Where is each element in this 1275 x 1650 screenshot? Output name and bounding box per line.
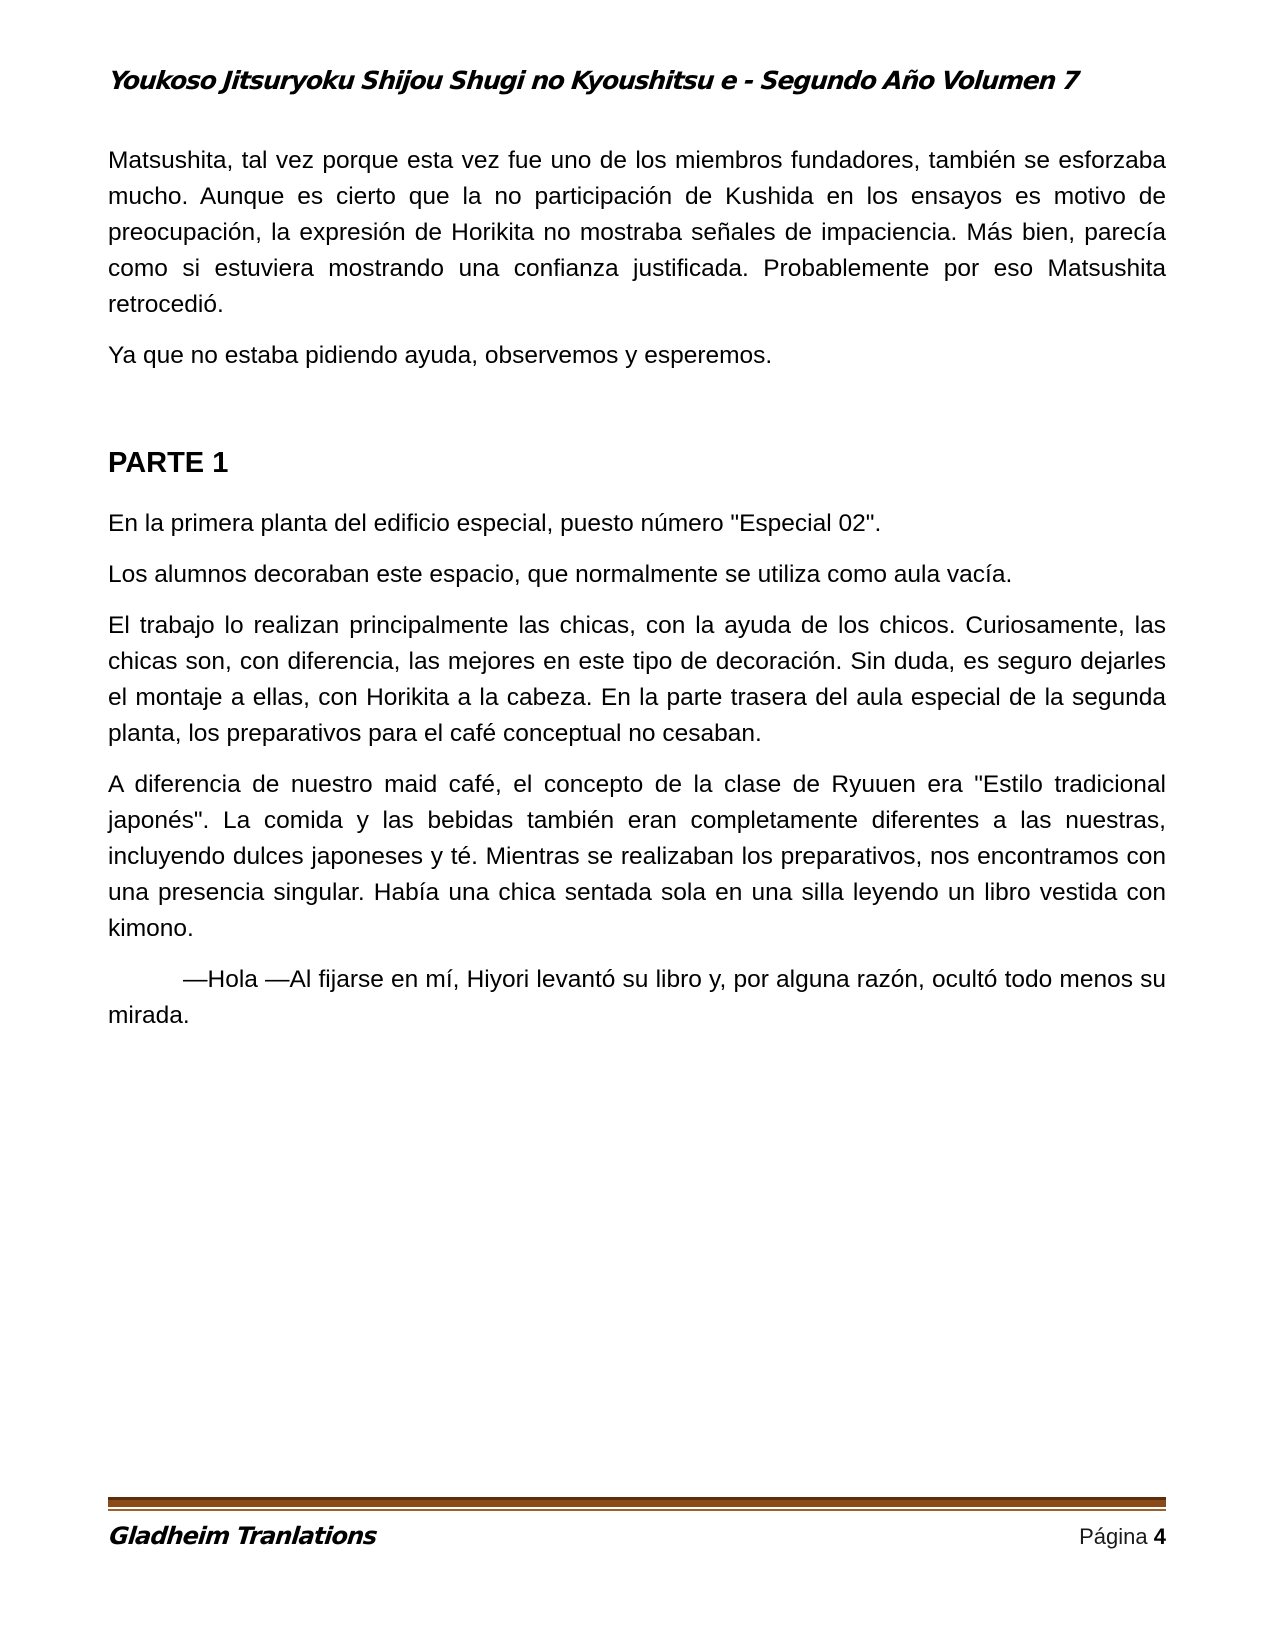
running-header-title: Youkoso Jitsuryoku Shijou Shugi no Kyoushitsu e - Segundo Año Volumen 7 xyxy=(108,66,1081,95)
paragraph: Ya que no estaba pidiendo ayuda, observemos y esperemos. xyxy=(108,342,773,369)
paragraph: Matsushita, tal vez porque esta vez fue uno de los miembros fundadores, también se esforzaba mucho. Aunque es cierto que la no participación de Kushida en los ensayos es motivo de preocupación, la expresión de Horikita no mostraba señales de impaciencia. Más bien, parecía como si estuviera mostrando una confianza justificada. Probablemente por eso Matsushita retrocedió. xyxy=(108,147,1166,318)
page-label: Página xyxy=(1079,1524,1148,1549)
footer-text-row xyxy=(108,1522,1166,1550)
document-body xyxy=(108,143,1166,1049)
paragraph-dialogue: —Hola —Al fijarse en mí, Hiyori levantó su libro y, por alguna razón, ocultó todo menos su mirada. xyxy=(108,966,1166,1029)
footer-rule-thick xyxy=(108,1497,1166,1507)
page-footer xyxy=(108,1497,1166,1550)
footer-rule-thin xyxy=(108,1509,1166,1511)
paragraph: El trabajo lo realizan principalmente las chicas, con la ayuda de los chicos. Curiosamente, las chicas son, con diferencia, las mejores en este tipo de decoración. Sin duda, es seguro dejarles el montaje a ellas, con Horikita a la cabeza. En la parte trasera del aula especial de la segunda planta, los preparativos para el café conceptual no cesaban. xyxy=(108,612,1166,747)
page-number: 4 xyxy=(1153,1524,1166,1549)
paragraph: En la primera planta del edificio especial, puesto número "Especial 02". xyxy=(108,510,882,537)
page-indicator xyxy=(1079,1524,1166,1550)
translator-credit: Gladheim Tranlations xyxy=(108,1522,379,1550)
paragraph: A diferencia de nuestro maid café, el concepto de la clase de Ryuuen era "Estilo tradicional japonés". La comida y las bebidas también eran completamente diferentes a las nuestras, incluyendo dulces japoneses y té. Mientras se realizaban los preparativos, nos encontramos con una presencia singular. Había una chica sentada sola en una silla leyendo un libro vestida con kimono. xyxy=(108,771,1166,942)
page-header xyxy=(108,66,1166,95)
paragraph: Los alumnos decoraban este espacio, que normalmente se utiliza como aula vacía. xyxy=(108,561,1013,588)
section-heading: PARTE 1 xyxy=(108,447,229,479)
